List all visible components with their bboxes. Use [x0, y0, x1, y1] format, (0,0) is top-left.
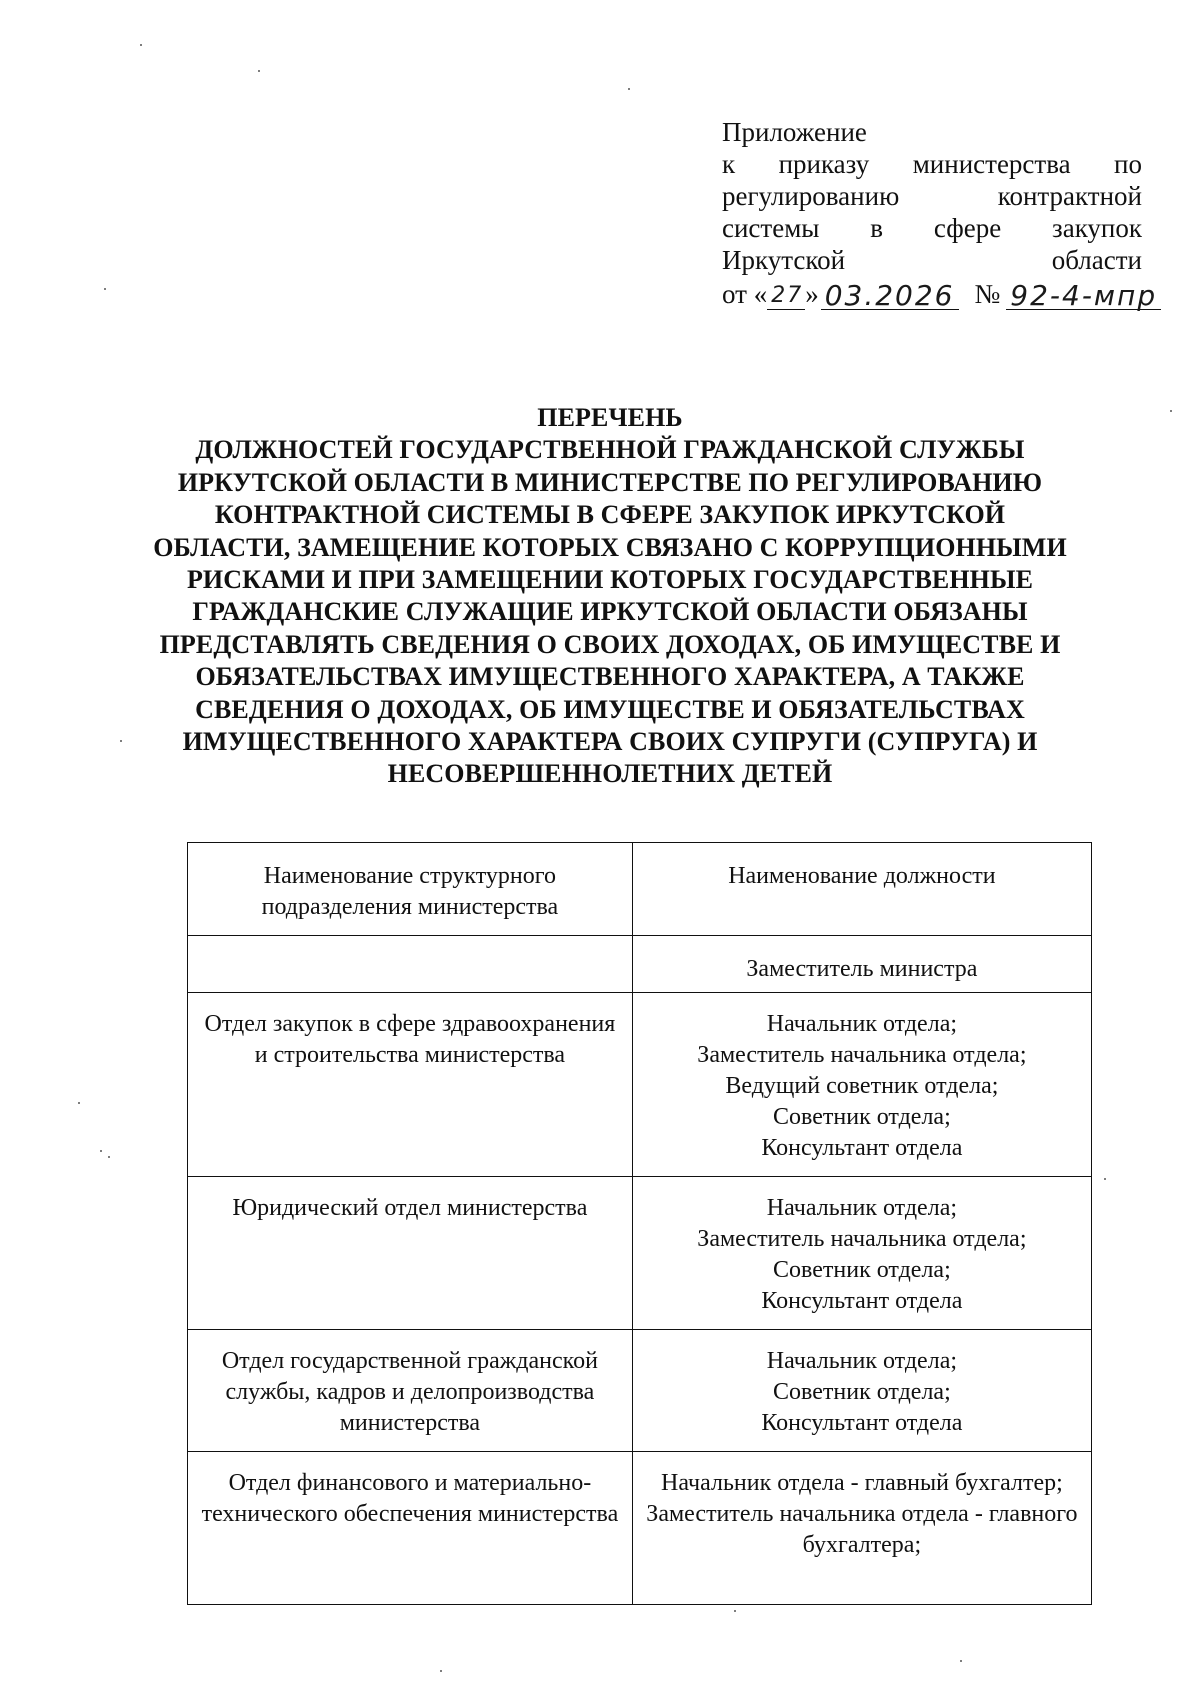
scan-speck	[960, 1660, 962, 1662]
position-item: Начальник отдела;	[766, 1348, 958, 1374]
position-item: Начальник отдела;	[766, 1011, 958, 1037]
scan-speck	[140, 44, 142, 46]
position-item: Заместитель министра	[746, 956, 978, 982]
header-department: Наименование структурного подразделения министерства	[188, 843, 633, 936]
positions-cell	[632, 1330, 1091, 1452]
positions-cell	[632, 936, 1091, 993]
position-item: Советник отдела;	[773, 1379, 951, 1405]
title-body: ДОЛЖНОСТЕЙ ГОСУДАРСТВЕННОЙ ГРАЖДАНСКОЙ СЛУЖБЫ ИРКУТСКОЙ ОБЛАСТИ В МИНИСТЕРСТВЕ ПО РЕГУЛИРОВАНИЮ КОНТРАКТНОЙ СИСТЕМЫ В СФЕРЕ ЗАКУПОК ИРКУТСКОЙ ОБЛАСТИ, ЗАМЕЩЕНИЕ КОТОРЫХ СВЯЗАНО С КОРРУПЦИОННЫМИ РИСКАМИ И ПРИ ЗАМЕЩЕНИИ КОТОРЫХ ГОСУДАРСТВЕННЫЕ ГРАЖДАНСКИЕ СЛУЖАЩИЕ ИРКУТСКОЙ ОБЛАСТИ ОБЯЗАНЫ ПРЕДСТАВЛЯТЬ СВЕДЕНИЯ О СВОИХ ДОХОДАХ, ОБ ИМУЩЕСТВЕ И ОБЯЗАТЕЛЬСТВАХ ИМУЩЕСТВЕННОГО ХАРАКТЕРА, А ТАКЖЕ СВЕДЕНИЯ О ДОХОДАХ, ОБ ИМУЩЕСТВЕ И ОБЯЗАТЕЛЬСТВАХ ИМУЩЕСТВЕННОГО ХАРАКТЕРА СВОИХ СУПРУГИ (СУПРУГА) И НЕСОВЕРШЕННОЛЕТНИХ ДЕТЕЙ	[153, 435, 1067, 789]
scan-speck	[104, 288, 106, 290]
appendix-label: Приложение	[722, 117, 867, 147]
position-item: Начальник отдела;	[766, 1195, 958, 1221]
appendix-system-line: системы в сфере закупок	[722, 213, 1142, 243]
table-row	[188, 1177, 1092, 1330]
position-item: Советник отдела;	[773, 1104, 951, 1130]
appendix-regulation-line: регулированию контрактной	[722, 181, 1142, 211]
appendix-header	[722, 116, 1158, 312]
scan-speck	[120, 740, 122, 742]
scan-speck	[100, 1150, 102, 1152]
scan-speck	[258, 70, 260, 72]
position-item: Заместитель начальника отдела;	[697, 1226, 1027, 1252]
document-title	[150, 402, 1070, 791]
position-item: Советник отдела;	[773, 1257, 951, 1283]
header-position: Наименование должности	[632, 843, 1091, 936]
department-cell: Отдел государственной гражданской службы, кадров и делопроизводства министерства	[188, 1330, 633, 1452]
date-prefix: от «	[722, 279, 768, 309]
position-item: Заместитель начальника отдела - главного бухгалтера;	[646, 1501, 1078, 1558]
position-item: Ведущий советник отдела;	[725, 1073, 999, 1099]
positions-cell	[632, 1177, 1091, 1330]
department-cell: Юридический отдел министерства	[188, 1177, 633, 1330]
appendix-order-line: к приказу министерства по	[722, 149, 1142, 179]
positions-cell	[632, 1452, 1091, 1605]
position-item: Консультант отдела	[761, 1288, 963, 1314]
positions-cell	[632, 993, 1091, 1177]
scan-speck	[108, 1156, 110, 1158]
date-close-quote: »	[805, 279, 819, 309]
department-cell: Отдел финансового и материально-технического обеспечения министерства	[188, 1452, 633, 1605]
order-date: 03.2026	[821, 283, 959, 310]
title-heading: ПЕРЕЧЕНЬ	[537, 403, 683, 432]
table-row	[188, 993, 1092, 1177]
number-prefix: №	[974, 279, 1001, 309]
position-item: Консультант отдела	[761, 1410, 963, 1436]
table-row	[188, 936, 1092, 993]
scan-speck	[78, 1102, 80, 1104]
position-item: Консультант отдела	[761, 1135, 963, 1161]
department-cell	[188, 936, 633, 993]
order-date-day: 27	[767, 283, 805, 310]
appendix-region-line: Иркутской области	[722, 245, 1142, 275]
scan-speck	[440, 1670, 442, 1672]
position-item: Заместитель начальника отдела;	[697, 1042, 1027, 1068]
table-row	[188, 1452, 1092, 1605]
order-date-number-line	[722, 278, 1158, 312]
department-cell: Отдел закупок в сфере здравоохранения и строительства министерства	[188, 993, 633, 1177]
scan-speck	[1104, 1178, 1106, 1180]
positions-table	[187, 842, 1092, 1605]
scan-speck	[628, 88, 630, 90]
table-header-row	[188, 843, 1092, 936]
order-number: 92-4-мпр	[1006, 283, 1161, 310]
table-row	[188, 1330, 1092, 1452]
position-item: Начальник отдела - главный бухгалтер;	[661, 1470, 1063, 1496]
scan-speck	[734, 1610, 736, 1612]
scan-speck	[1170, 410, 1172, 412]
